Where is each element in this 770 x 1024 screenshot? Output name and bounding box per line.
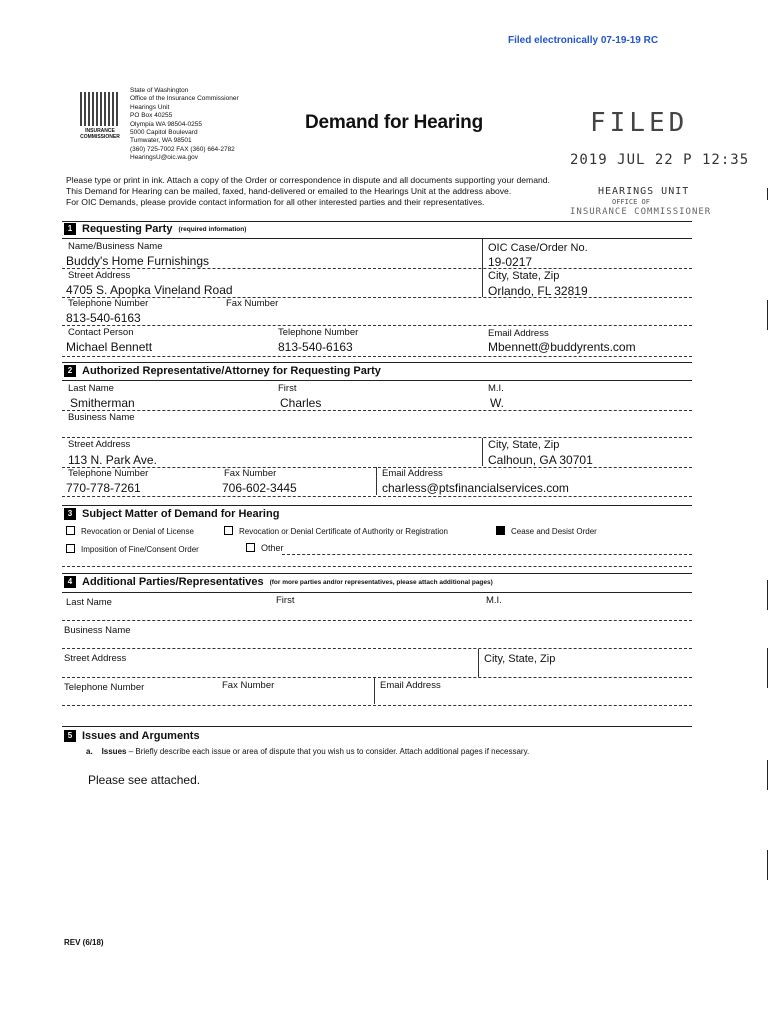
field-separator xyxy=(62,705,692,706)
scan-edge-mark xyxy=(767,300,768,330)
section-number: 3 xyxy=(64,508,76,520)
option-label: Cease and Desist Order xyxy=(511,527,597,536)
field-divider xyxy=(482,438,483,466)
qr-code-image xyxy=(80,92,118,126)
option-revocation-certificate[interactable] xyxy=(224,526,448,536)
street-label: Street Address xyxy=(68,270,131,281)
checkbox-icon[interactable] xyxy=(224,526,233,535)
section-number: 4 xyxy=(64,576,76,588)
field-separator xyxy=(62,356,692,357)
other-input-line[interactable] xyxy=(282,554,692,555)
section-subtitle: (for more parties and/or representatives, please attach additional pages) xyxy=(269,578,493,586)
section-5-header xyxy=(64,730,200,742)
seal-caption-line: INSURANCE xyxy=(85,128,115,134)
fax-label: Fax Number xyxy=(222,680,275,691)
section-4-header xyxy=(64,576,493,588)
field-divider xyxy=(376,467,377,495)
section-divider xyxy=(62,362,692,363)
field-separator xyxy=(62,467,692,468)
item-text: – Briefly describe each issue or area of dispute that you wish us to consider. Attach additional pages if necessary. xyxy=(128,747,530,756)
section-3-header xyxy=(64,508,279,520)
fax-label: Fax Number xyxy=(226,298,279,309)
agency-address-block xyxy=(130,87,239,163)
field-separator xyxy=(62,410,692,411)
scan-edge-mark xyxy=(767,648,768,688)
requesting-party-phone[interactable]: 813-540-6163 xyxy=(66,311,141,325)
city-label: City, State, Zip xyxy=(484,653,556,665)
option-label: Revocation or Denial Certificate of Authority or Registration xyxy=(239,527,448,536)
section-title: Authorized Representative/Attorney for Requesting Party xyxy=(82,365,381,377)
agency-line: PO Box 40255 xyxy=(130,112,173,120)
instruction-line: Please type or print in ink. Attach a copy of the Order or correspondence in dispute and all documents supporting your demand. xyxy=(66,175,550,185)
rep-fax[interactable]: 706-602-3445 xyxy=(222,481,297,495)
filed-stamp-office: OFFICE OF xyxy=(612,198,650,206)
field-separator xyxy=(62,437,692,438)
rep-street[interactable]: 113 N. Park Ave. xyxy=(68,453,157,467)
option-label: Imposition of Fine/Consent Order xyxy=(81,545,199,554)
seal-caption-line: COMMISSIONER xyxy=(80,134,120,140)
field-separator xyxy=(62,496,692,497)
instruction-line: For OIC Demands, please provide contact information for all other interested parties and their representatives. xyxy=(66,197,485,208)
option-label: Other xyxy=(261,543,284,553)
section-divider xyxy=(62,380,692,381)
section-1-header xyxy=(64,223,246,235)
option-imposition-fine[interactable] xyxy=(66,544,199,554)
scan-edge-mark xyxy=(767,188,768,200)
section-number: 5 xyxy=(64,730,76,742)
option-revocation-license[interactable] xyxy=(66,526,194,536)
email-label: Email Address xyxy=(488,328,549,339)
agency-line: 5000 Capitol Boulevard xyxy=(130,129,198,137)
rep-last-name[interactable]: Smitherman xyxy=(70,396,135,410)
requesting-party-name[interactable]: Buddy's Home Furnishings xyxy=(66,254,210,268)
phone-label: Telephone Number xyxy=(68,468,149,479)
case-number-label: OIC Case/Order No. xyxy=(488,242,588,254)
field-separator xyxy=(62,297,692,298)
name-label: Name/Business Name xyxy=(68,241,163,252)
email-label: Email Address xyxy=(382,468,443,479)
document-title: Demand for Hearing xyxy=(305,112,483,133)
filed-stamp-date: 2019 JUL 22 P 12:35 xyxy=(570,152,750,168)
section-divider xyxy=(62,238,692,239)
agency-email: HearingsU@oic.wa.gov xyxy=(130,154,199,162)
checked-checkbox-icon[interactable] xyxy=(496,526,505,535)
section-title: Requesting Party xyxy=(82,223,173,235)
field-divider xyxy=(478,649,479,677)
city-label: City, State, Zip xyxy=(488,270,560,282)
contact-phone-value[interactable]: 813-540-6163 xyxy=(278,340,353,354)
street-label: Street Address xyxy=(68,439,131,450)
section-divider xyxy=(62,221,692,222)
rep-mi[interactable]: W. xyxy=(490,396,504,410)
field-separator xyxy=(62,677,692,678)
checkbox-icon[interactable] xyxy=(66,526,75,535)
scan-edge-mark xyxy=(767,760,768,790)
requesting-party-city[interactable]: Orlando, FL 32819 xyxy=(488,284,588,298)
filed-stamp-commissioner: INSURANCE COMMISSIONER xyxy=(570,207,712,217)
section-divider xyxy=(62,573,692,574)
section-divider xyxy=(62,505,692,506)
field-separator xyxy=(62,566,692,567)
agency-line: State of Washington xyxy=(130,87,189,94)
field-separator xyxy=(62,648,692,649)
city-label: City, State, Zip xyxy=(488,439,560,451)
section-number: 1 xyxy=(64,223,76,235)
contact-person-value[interactable]: Michael Bennett xyxy=(66,340,153,354)
last-name-label: Last Name xyxy=(68,383,114,394)
checkbox-icon[interactable] xyxy=(246,543,255,552)
instructions xyxy=(66,175,666,209)
option-cease-desist[interactable] xyxy=(496,526,597,536)
instruction-line: This Demand for Hearing can be mailed, faxed, hand-delivered or emailed to the Hearings Unit at the address above. xyxy=(66,186,512,197)
phone-label: Telephone Number xyxy=(68,298,149,309)
agency-line: Olympia WA 98504-0255 xyxy=(130,120,203,128)
item-letter: a. xyxy=(86,747,93,756)
street-label: Street Address xyxy=(64,653,127,664)
case-number-value[interactable]: 19-0217 xyxy=(488,255,533,269)
field-separator xyxy=(62,268,692,269)
business-name-label: Business Name xyxy=(68,412,135,423)
rep-city[interactable]: Calhoun, GA 30701 xyxy=(488,453,593,467)
field-divider xyxy=(374,678,375,704)
scan-edge-mark xyxy=(767,850,768,880)
field-separator xyxy=(62,325,692,326)
contact-phone-label: Telephone Number xyxy=(278,327,359,338)
email-value[interactable]: Mbennett@buddyrents.com xyxy=(488,340,636,354)
section-divider xyxy=(62,592,692,593)
issues-instruction xyxy=(86,747,529,756)
email-label: Email Address xyxy=(380,680,441,691)
rep-email[interactable]: charless@ptsfinancialservices.com xyxy=(382,481,569,495)
item-title: Issues xyxy=(101,747,127,756)
mi-label: M.I. xyxy=(488,383,504,394)
agency-line: Tumwater, WA 98501 xyxy=(130,137,192,145)
scan-edge-mark xyxy=(767,580,768,610)
section-number: 2 xyxy=(64,365,76,377)
seal-caption xyxy=(76,128,124,140)
rep-phone[interactable]: 770-778-7261 xyxy=(66,481,141,495)
agency-line: (360) 725-7002 FAX (360) 664-2782 xyxy=(130,145,235,153)
field-separator xyxy=(62,620,692,621)
option-label: Revocation or Denial of License xyxy=(81,527,194,536)
section-2-header xyxy=(64,365,381,377)
contact-label: Contact Person xyxy=(68,327,134,338)
section-divider xyxy=(62,726,692,727)
section-subtitle: (required information) xyxy=(178,225,247,233)
section-title: Issues and Arguments xyxy=(82,730,200,742)
fax-label: Fax Number xyxy=(224,468,277,479)
agency-line: Hearings Unit xyxy=(130,103,170,111)
last-name-label: Last Name xyxy=(66,597,112,608)
first-name-label: First xyxy=(278,383,297,394)
filed-stamp-unit: HEARINGS UNIT xyxy=(598,186,690,197)
rep-first-name[interactable]: Charles xyxy=(280,396,322,410)
filed-electronically-note: Filed electronically 07-19-19 RC xyxy=(508,35,659,46)
agency-line: Office of the Insurance Commissioner xyxy=(130,95,239,103)
business-name-label: Business Name xyxy=(64,625,131,636)
issues-answer[interactable]: Please see attached. xyxy=(88,773,201,787)
phone-label: Telephone Number xyxy=(64,682,145,693)
filed-stamp: FILED xyxy=(590,108,689,138)
section-title: Additional Parties/Representatives xyxy=(82,576,264,588)
checkbox-icon[interactable] xyxy=(66,544,75,553)
section-title: Subject Matter of Demand for Hearing xyxy=(82,508,280,520)
option-other[interactable] xyxy=(246,543,284,553)
requesting-party-street[interactable]: 4705 S. Apopka Vineland Road xyxy=(66,283,233,297)
revision-label: REV (6/18) xyxy=(64,938,104,947)
first-name-label: First xyxy=(276,595,295,606)
mi-label: M.I. xyxy=(486,595,502,606)
